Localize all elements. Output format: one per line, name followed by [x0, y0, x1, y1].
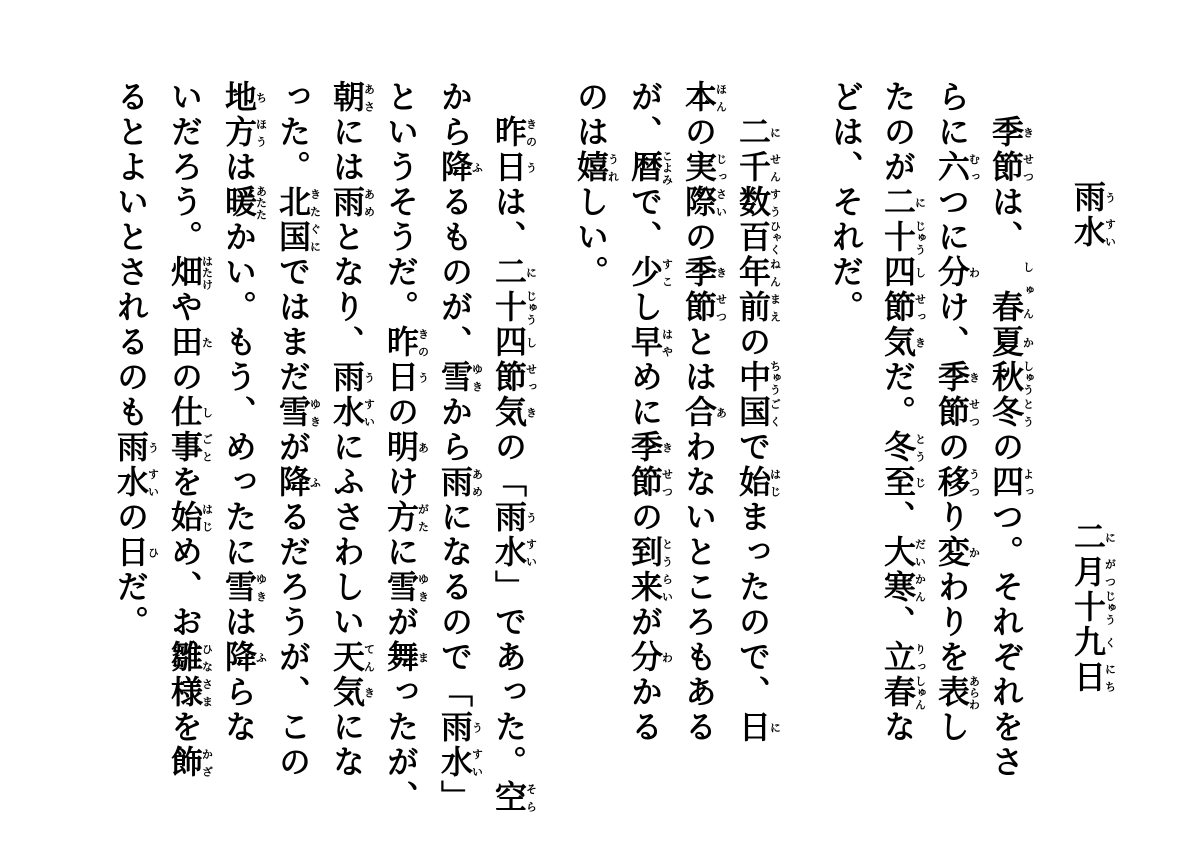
furigana: き [913, 325, 927, 360]
text-ruby: 始はじ [734, 465, 782, 500]
text-line: 昨きの日うは、二に十じゅう四し節せっ気きの「雨う水すい」であった。空そら [490, 115, 538, 815]
essay-date [1062, 520, 1116, 695]
furigana: に [524, 255, 538, 290]
furigana: あたた [254, 185, 268, 220]
furigana: ふ [308, 465, 322, 500]
furigana: すい [146, 465, 160, 500]
text-line: った。北きた国ぐにではまだ雪ゆきが降ふるだろうが、この [274, 80, 322, 780]
furigana: すい [470, 745, 484, 780]
title-ruby: 水すい [1069, 215, 1117, 250]
furigana: に [913, 185, 927, 220]
furigana: すい [524, 535, 538, 570]
text-ruby: 数すう [734, 185, 782, 220]
furigana: とう [660, 535, 674, 570]
furigana: ごと [200, 430, 214, 465]
text-ruby: 季き [626, 430, 674, 465]
text-line: らに六むっつに分わけ、季き節せつの移うつり変かわりを表あらわし [933, 80, 981, 745]
text-ruby: 二に [879, 185, 927, 220]
furigana: しゅん [913, 675, 927, 710]
text-ruby: 秋しゅう [987, 360, 1035, 395]
text-ruby: 到とう [626, 535, 674, 570]
text-ruby: 合あ [680, 395, 728, 430]
furigana: せん [768, 150, 782, 185]
text-ruby: 百ひゃく [734, 220, 782, 255]
text-ruby: 節せっ [879, 290, 927, 325]
text-ruby: 飾かざ [166, 745, 214, 780]
text-ruby: 本ほん [680, 80, 728, 115]
furigana: じっ [714, 150, 728, 185]
furigana: き [967, 360, 981, 395]
text-ruby: 気き [490, 395, 538, 430]
furigana: ゆき [470, 360, 484, 395]
text-ruby: 雪ゆき [436, 360, 484, 395]
text-ruby: 移うつ [933, 465, 981, 500]
furigana: ち [254, 80, 268, 115]
text-ruby: 気き [328, 675, 376, 710]
text-ruby: 降ふ [274, 465, 322, 500]
furigana: ゆき [254, 570, 268, 605]
furigana: しゅん [1021, 255, 1035, 325]
text-ruby: 四し [879, 255, 927, 290]
furigana: せっ [524, 360, 538, 395]
text-ruby: 気き [879, 325, 927, 360]
furigana: にち [1103, 660, 1117, 695]
text-ruby: 雪ゆき [274, 395, 322, 430]
text-ruby: 日ひ [112, 535, 160, 570]
furigana: きた [308, 185, 322, 220]
furigana: き [1021, 115, 1035, 150]
furigana: はじ [768, 465, 782, 500]
furigana: ひゃく [768, 220, 782, 255]
text-ruby: 水すい [112, 465, 160, 500]
text-ruby: 北きた [274, 185, 322, 220]
furigana: う [524, 150, 538, 185]
text-ruby: 季き [680, 255, 728, 290]
furigana: すい [362, 395, 376, 430]
furigana: りっ [913, 640, 927, 675]
text-ruby: 節せつ [680, 290, 728, 325]
furigana: ま [416, 640, 430, 675]
paragraph-3 [105, 80, 537, 815]
text-ruby: 実じっ [680, 150, 728, 185]
text-line: たのが二に十じゅう四し節せっ気きだ。冬とう至じ、大だい寒かん、立りっ春しゅんな [879, 80, 927, 745]
text-ruby: 事ごと [166, 430, 214, 465]
furigana: に [768, 115, 782, 150]
date-ruby: 月がつ [1069, 555, 1117, 590]
furigana: ふ [254, 640, 268, 675]
text-ruby: 舞ま [382, 640, 430, 675]
furigana: た [200, 325, 214, 360]
text-ruby: 暖あたた [220, 185, 268, 220]
furigana: まえ [768, 290, 782, 325]
text-ruby: 暦こよみ [626, 150, 674, 185]
furigana: わ [660, 640, 674, 675]
furigana: う [470, 710, 484, 745]
text-ruby: 四し [490, 325, 538, 360]
text-line: 季き節せつは、 春しゅん夏か秋しゅう冬とうの四よっつ。それぞれをさ [987, 115, 1035, 780]
text-ruby: 昨きの [490, 115, 538, 150]
furigana: てん [362, 640, 376, 675]
furigana: うつ [967, 465, 981, 500]
title-ruby: 雨う [1069, 180, 1117, 215]
text-ruby: 地ち [220, 80, 268, 115]
text-ruby: 大だい [879, 535, 927, 570]
furigana: ほん [714, 80, 728, 115]
text-ruby: 分わ [933, 255, 981, 290]
furigana: あめ [362, 185, 376, 220]
furigana: あらわ [967, 675, 981, 710]
text-ruby: 少すこ [626, 255, 674, 290]
furigana: せつ [660, 465, 674, 500]
text-line: 二に千せん数すう百ひゃく年ねん前まえの中ちゅう国ごくで始はじまったので、日に [734, 115, 782, 745]
text-ruby: 年ねん [734, 255, 782, 290]
furigana: がた [416, 500, 430, 535]
text-ruby: 雛ひな [166, 640, 214, 675]
furigana: ふ [470, 150, 484, 185]
paragraph-1 [820, 80, 1034, 780]
furigana: わ [967, 255, 981, 290]
furigana: せっ [913, 290, 927, 325]
furigana: き [660, 430, 674, 465]
text-ruby: 雨う [328, 360, 376, 395]
date-ruby: 二に [1069, 520, 1117, 555]
text-ruby: 二に [734, 115, 782, 150]
text-ruby: 雨あめ [436, 465, 484, 500]
furigana: ゆき [308, 395, 322, 430]
text-line: から降ふるものが、雪ゆきから雨あめになるので「雨う水すい」 [436, 80, 484, 815]
furigana: か [967, 535, 981, 570]
furigana: う [416, 360, 430, 395]
text-ruby: 昨きの [382, 325, 430, 360]
text-ruby: 夏か [987, 325, 1035, 360]
furigana: そら [524, 780, 538, 815]
furigana: すう [768, 185, 782, 220]
furigana: はじ [200, 500, 214, 535]
text-ruby: 季き [987, 115, 1035, 150]
furigana: さま [200, 675, 214, 710]
furigana: に [768, 710, 782, 745]
text-ruby: 仕し [166, 395, 214, 430]
furigana: きの [416, 325, 430, 360]
text-ruby: 方がた [382, 500, 430, 535]
text-ruby: 水すい [328, 395, 376, 430]
text-ruby: 十じゅう [879, 220, 927, 255]
text-ruby: 来らい [626, 570, 674, 605]
furigana: かざ [200, 745, 214, 780]
furigana: ちゅう [768, 360, 782, 395]
furigana: き [524, 395, 538, 430]
text-ruby: 季き [933, 360, 981, 395]
furigana: ほう [254, 115, 268, 150]
furigana: とう [1021, 395, 1035, 430]
furigana: ひな [200, 640, 214, 675]
text-ruby: 雪ゆき [220, 570, 268, 605]
text-ruby: 雨う [490, 500, 538, 535]
text-line: が、暦こよみで、少すこし早はやめに季き節せつの到とう来らいが分わかる [626, 80, 674, 745]
text-ruby: 明あ [382, 430, 430, 465]
furigana: き [362, 675, 376, 710]
text-ruby: 節せつ [933, 395, 981, 430]
text-ruby: 国ごく [734, 395, 782, 430]
text-ruby: 畑はたけ [166, 255, 214, 290]
text-ruby: 際さい [680, 185, 728, 220]
text-ruby: 日う [382, 360, 430, 395]
text-ruby: 六むっ [933, 150, 981, 185]
text-ruby: 水すい [490, 535, 538, 570]
text-ruby: 早はや [626, 325, 674, 360]
text-line: のは嬉うれしい。 [572, 80, 620, 290]
text-ruby: 国ぐに [274, 220, 322, 255]
text-ruby: 節せっ [490, 360, 538, 395]
furigana: じ [913, 465, 927, 500]
furigana: あさ [362, 80, 376, 115]
text-ruby: 寒かん [879, 570, 927, 605]
text-ruby: 節せつ [626, 465, 674, 500]
furigana: かん [913, 570, 927, 605]
furigana: せつ [967, 395, 981, 430]
date-ruby: 十じゅう [1069, 590, 1117, 625]
text-ruby: 降ふ [220, 640, 268, 675]
text-ruby: 節せつ [987, 150, 1035, 185]
furigana: か [1021, 325, 1035, 360]
furigana: ねん [768, 255, 782, 290]
text-ruby: 日う [490, 150, 538, 185]
text-ruby: 方ほう [220, 115, 268, 150]
furigana: だい [913, 535, 927, 570]
date-ruby: 九く [1069, 625, 1117, 660]
text-ruby: 雨う [436, 710, 484, 745]
furigana: うれ [606, 150, 620, 185]
furigana: よっ [1021, 465, 1035, 500]
essay-title [1062, 180, 1116, 250]
furigana: き [714, 255, 728, 290]
furigana: はたけ [200, 255, 214, 290]
text-ruby: 様さま [166, 675, 214, 710]
text-ruby: 四よっ [987, 465, 1035, 500]
text-ruby: 冬とう [987, 395, 1035, 430]
text-ruby: 雨あめ [328, 185, 376, 220]
furigana: はや [660, 325, 674, 360]
furigana: し [913, 255, 927, 290]
furigana: ゆき [416, 570, 430, 605]
furigana: あ [714, 395, 728, 430]
text-ruby: 十じゅう [490, 290, 538, 325]
furigana: し [524, 325, 538, 360]
furigana: ごく [768, 395, 782, 430]
furigana: に [1103, 520, 1117, 555]
text-line: 地ち方ほうは暖あたたかい。もう、めったに雪ゆきは降ふらな [220, 80, 268, 745]
furigana: う [524, 500, 538, 535]
furigana: せつ [1021, 150, 1035, 185]
text-ruby: 立りっ [879, 640, 927, 675]
text-ruby: 朝あさ [328, 80, 376, 115]
text-ruby: 中ちゅう [734, 360, 782, 395]
text-ruby: 始はじ [166, 500, 214, 535]
furigana: さい [714, 185, 728, 220]
text-ruby: 至じ [879, 465, 927, 500]
furigana: らい [660, 570, 674, 605]
text-ruby: 春しゅん [879, 675, 927, 710]
text-ruby: 田た [166, 325, 214, 360]
furigana: しゅう [1021, 360, 1035, 395]
text-ruby: 春しゅん [987, 255, 1035, 325]
furigana: がつ [1103, 555, 1117, 590]
furigana: すこ [660, 255, 674, 290]
furigana: う [362, 360, 376, 395]
date-ruby: 日にち [1069, 660, 1117, 695]
furigana: し [200, 395, 214, 430]
text-line: 本ほんの実じっ際さいの季き節せつとは合あわないところもある [680, 80, 728, 745]
text-ruby: 雨う [112, 430, 160, 465]
furigana: う [146, 430, 160, 465]
furigana: ぐに [308, 220, 322, 255]
furigana: むっ [967, 150, 981, 185]
text-line: というそうだ。昨きの日うの明あけ方がたに雪ゆきが舞まったが、 [382, 80, 430, 815]
furigana: こよみ [660, 150, 674, 185]
text-ruby: 降ふ [436, 150, 484, 185]
text-line: 朝あさには雨あめとなり、雨う水すいにふさわしい天てん気きにな [328, 80, 376, 780]
text-ruby: 二に [490, 255, 538, 290]
furigana: ひ [146, 535, 160, 570]
furigana: じゅう [913, 220, 927, 255]
furigana: あめ [470, 465, 484, 500]
text-ruby: 表あらわ [933, 675, 981, 710]
text-ruby: 千せん [734, 150, 782, 185]
furigana: じゅう [1103, 590, 1117, 625]
text-line: るとよいとされるのも雨う水すいの日ひだ。 [112, 80, 160, 640]
furigana: とう [913, 430, 927, 465]
furigana: きの [524, 115, 538, 150]
furigana: あ [416, 430, 430, 465]
text-ruby: 雪ゆき [382, 570, 430, 605]
text-ruby: 変か [933, 535, 981, 570]
furigana: じゅう [524, 290, 538, 325]
text-ruby: 天てん [328, 640, 376, 675]
furigana: く [1103, 625, 1117, 660]
text-line: どは、それだ。 [827, 80, 865, 325]
text-line: いだろう。畑はたけや田たの仕し事ごとを始はじめ、お雛ひな様さまを飾かざ [166, 80, 214, 780]
paragraph-2 [565, 80, 781, 745]
text-ruby: 嬉うれ [572, 150, 620, 185]
text-ruby: 空そら [490, 780, 538, 815]
furigana: せつ [714, 290, 728, 325]
text-ruby: 水すい [436, 745, 484, 780]
text-ruby: 冬とう [879, 430, 927, 465]
text-ruby: 日に [734, 710, 782, 745]
text-ruby: 前まえ [734, 290, 782, 325]
furigana: すい [1103, 215, 1117, 250]
furigana: う [1103, 180, 1117, 215]
text-ruby: 分わ [626, 640, 674, 675]
